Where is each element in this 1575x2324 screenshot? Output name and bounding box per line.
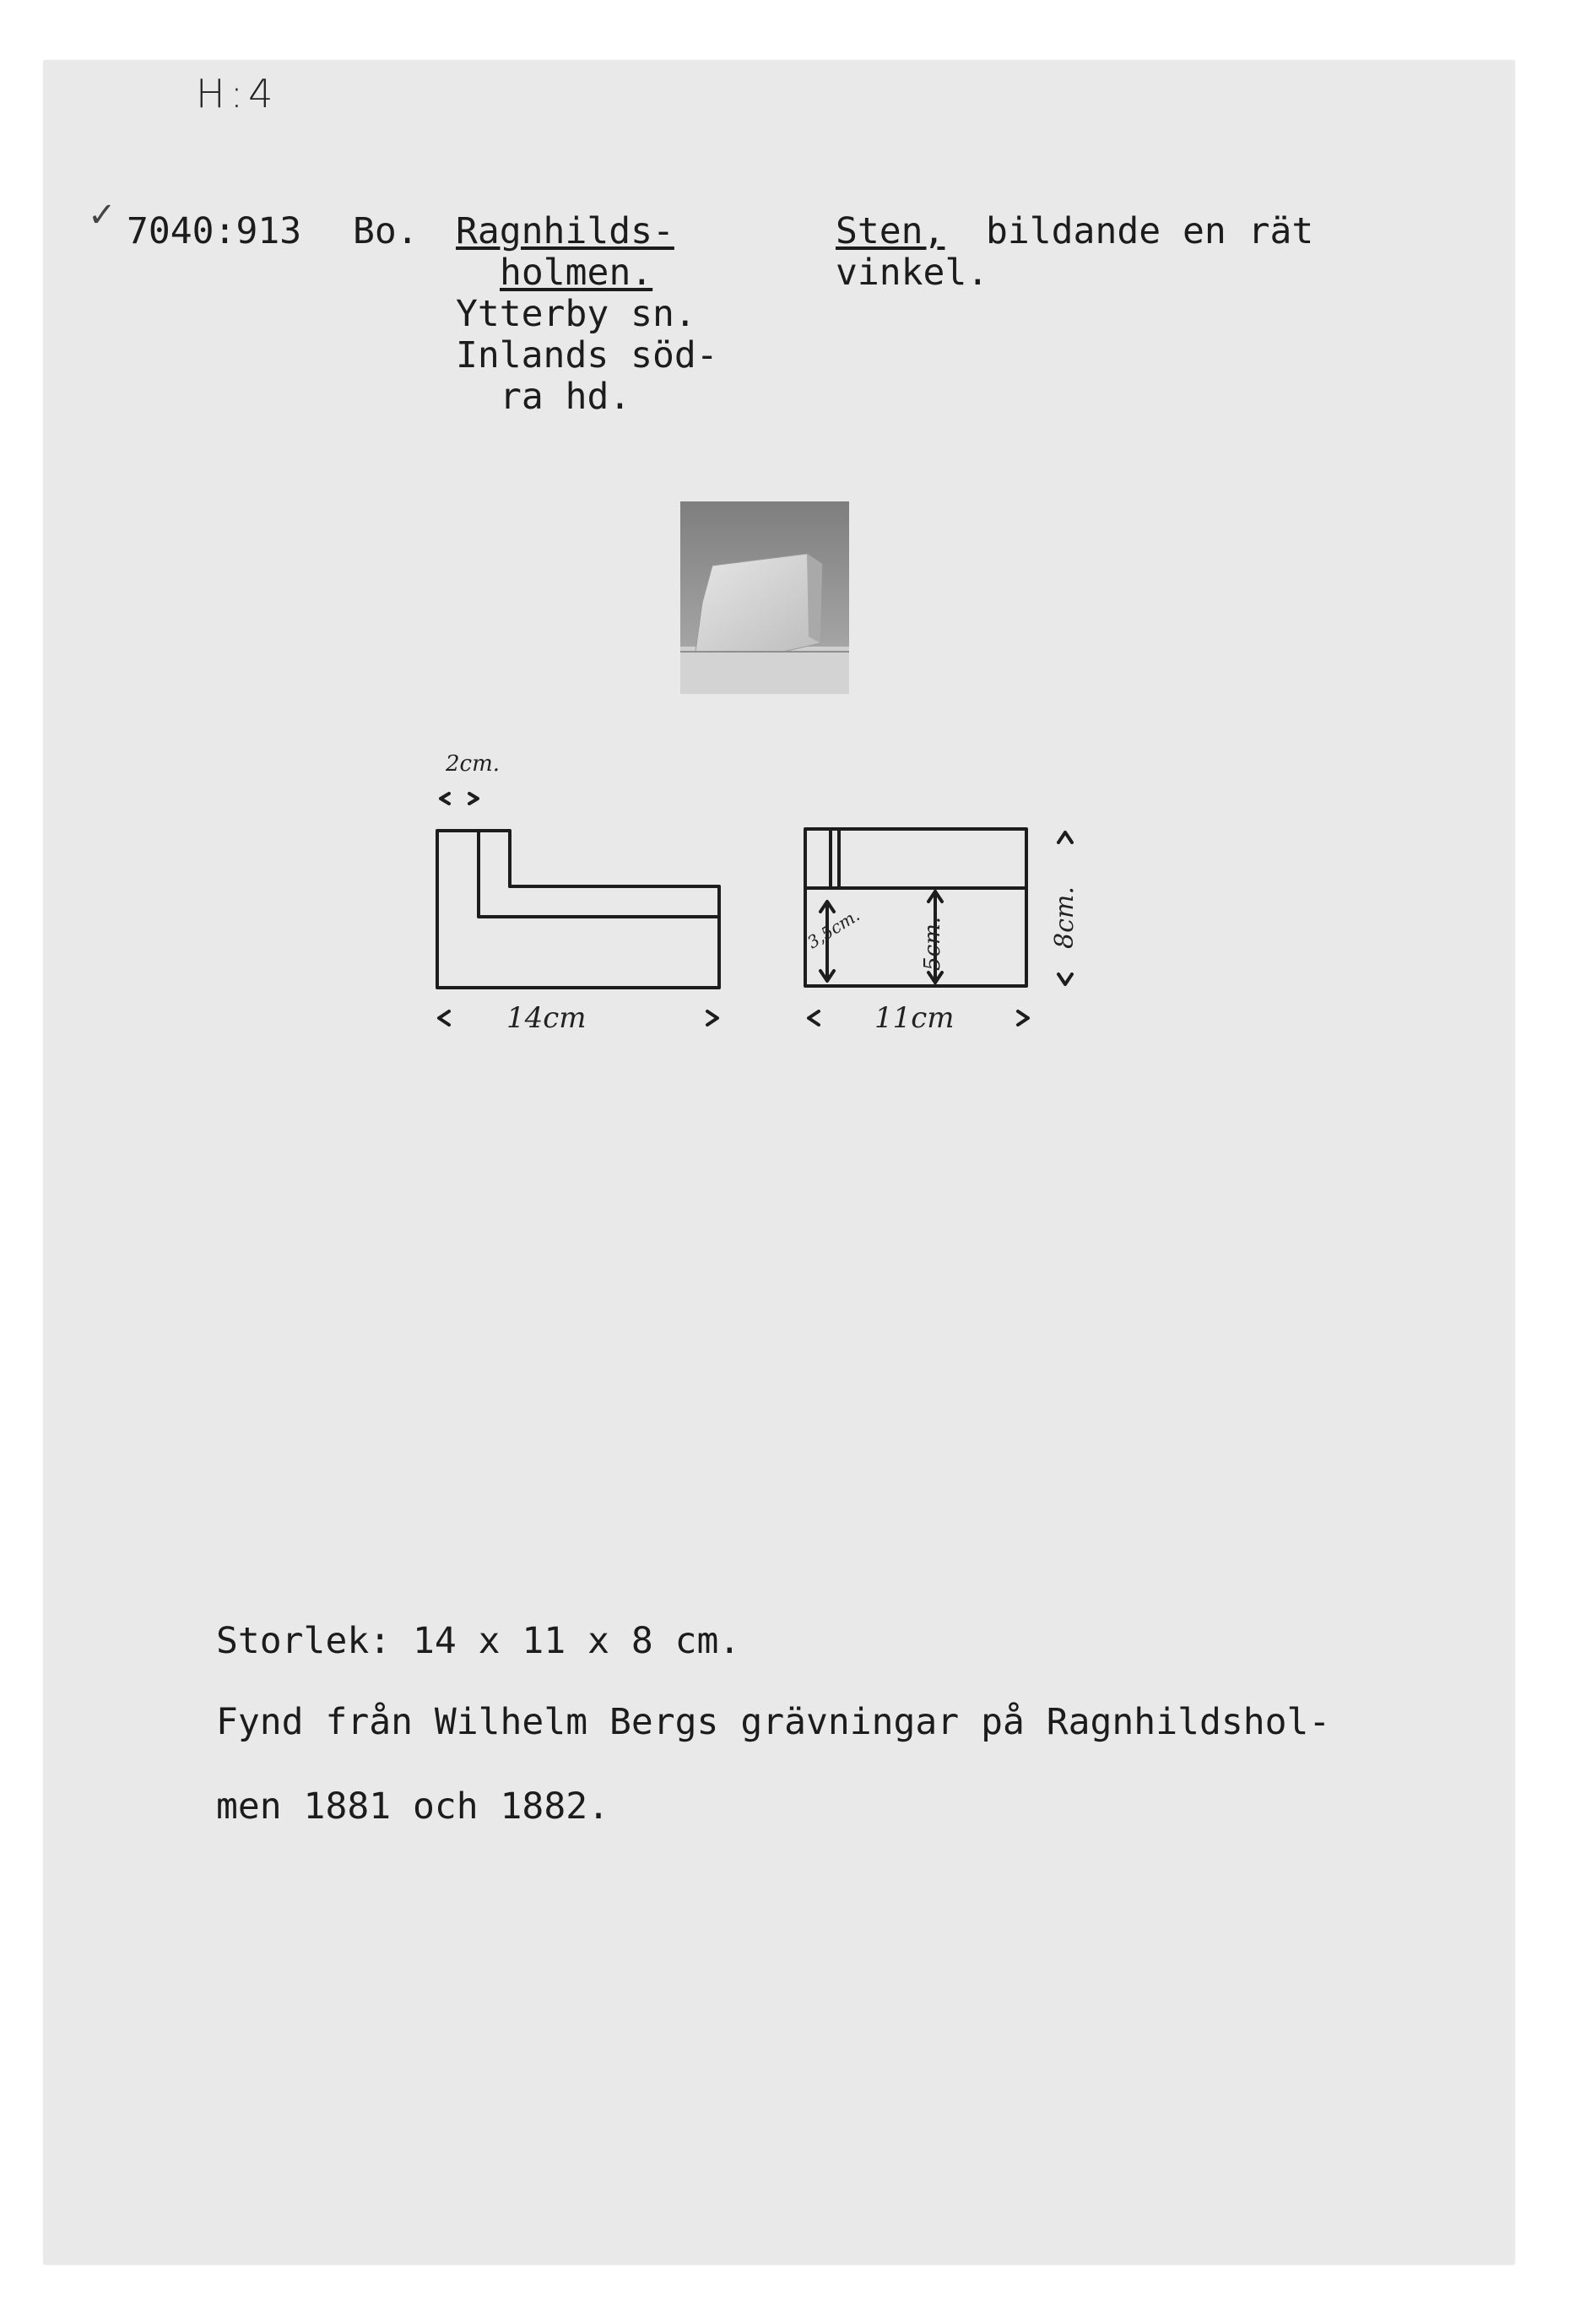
right-side-dim-label: 8cm. <box>1050 886 1080 949</box>
parish: Ytterby sn. <box>456 293 696 335</box>
left-bottom-dim-label: 14cm <box>506 1001 587 1035</box>
top-dim-arrow-left <box>441 794 449 804</box>
collection-abbrev: Bo. <box>353 210 419 252</box>
left-bottom-arrow-left <box>439 1011 449 1025</box>
object-description: bildande en rät <box>986 210 1314 252</box>
site-line2: holmen. <box>500 252 653 294</box>
side-dim-arrow-bottom <box>1058 974 1072 984</box>
district-line1: Inlands söd- <box>456 334 718 376</box>
object-word: Sten, <box>836 210 945 252</box>
shelf-mark: H:4 <box>196 71 279 116</box>
right-mid-dim-label: 5cm. <box>920 916 945 971</box>
site-line1: Ragnhilds- <box>456 210 674 252</box>
top-dim-arrow-right <box>469 794 478 804</box>
catalog-number: 7040:913 <box>127 210 302 252</box>
find-line2: men 1881 och 1882. <box>216 1785 609 1828</box>
right-bottom-arrow-right <box>1018 1011 1028 1025</box>
right-small-dim-label: 3,5cm. <box>804 904 863 953</box>
find-line1: Fynd från Wilhelm Bergs grävningar på Ragnhildshol- <box>216 1701 1331 1743</box>
right-bottom-arrow-left <box>809 1011 819 1025</box>
left-top-dim-label: 2cm. <box>446 751 501 777</box>
right-bottom-dim-label: 11cm <box>874 1001 955 1035</box>
left-bottom-arrow-right <box>707 1011 717 1025</box>
size-line: Storlek: 14 x 11 x 8 cm. <box>216 1620 741 1662</box>
side-dim-arrow-top <box>1058 832 1072 842</box>
district-line2: ra hd. <box>500 376 631 418</box>
object-description-line2: vinkel. <box>836 252 989 294</box>
left-profile-inner <box>479 831 719 917</box>
check-mark: ✓ <box>88 196 116 235</box>
